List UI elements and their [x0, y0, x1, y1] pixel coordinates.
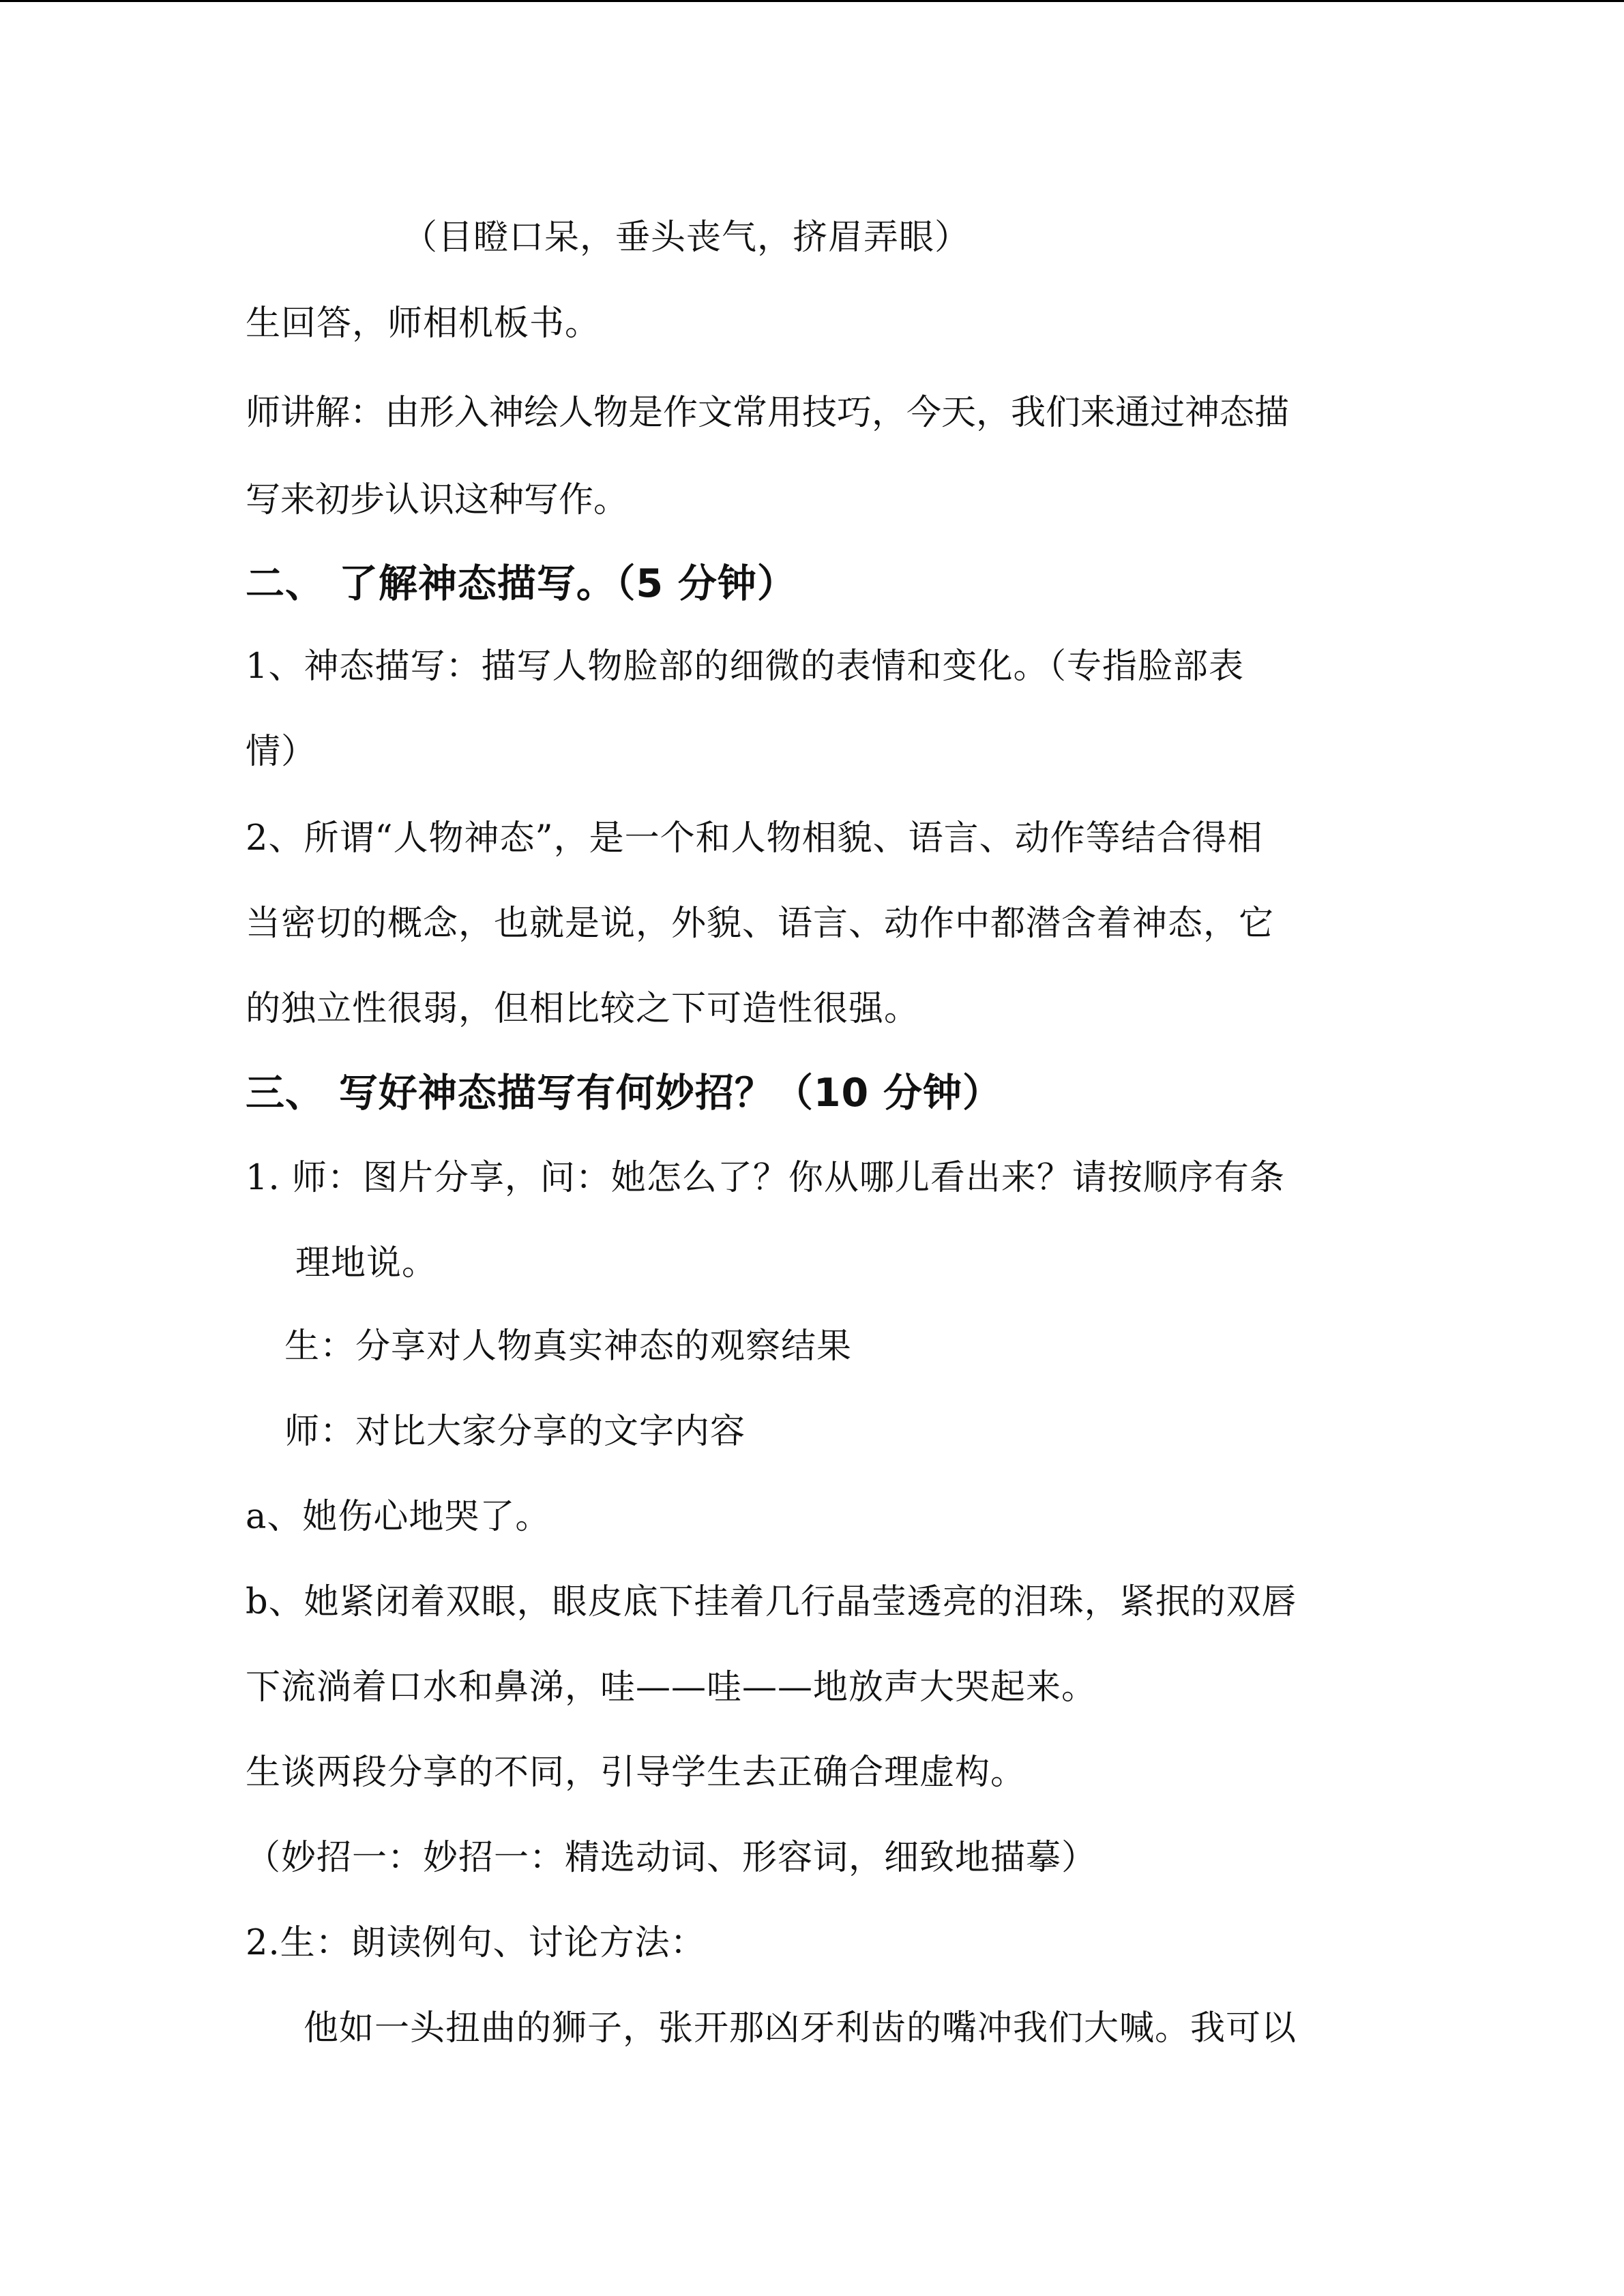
text-line-15: 师：对比大家分享的文字内容 — [284, 1412, 746, 1452]
text-line-21: 2.生：朗读例句、讨论方法： — [246, 1923, 706, 1963]
text-line-22: 他如一头扭曲的狮子，张开那凶牙利齿的嘴冲我们大喊。我可以 — [304, 2008, 1297, 2048]
text-line-19: 生谈两段分享的不同，引导学生去正确合理虚构。 — [246, 1753, 1027, 1793]
section-heading-2: 二、 了解神态描写。（5 分钟） — [246, 561, 797, 606]
text-line-8: 2、所谓“人物神态”，是一个和人物相貌、语言、动作等结合得相 — [246, 818, 1263, 859]
text-line-13: 理地说。 — [295, 1243, 438, 1283]
text-line-7: 情） — [246, 732, 317, 772]
text-line-17: b、她紧闭着双眼，眼皮底下挂着几行晶莹透亮的泪珠，紧抿的双唇 — [246, 1582, 1297, 1622]
text-line-18: 下流淌着口水和鼻涕，哇——哇——地放声大哭起来。 — [246, 1667, 1097, 1708]
text-line-3: 师讲解：由形入神绘人物是作文常用技巧，今天，我们来通过神态描 — [246, 393, 1290, 433]
text-line-4: 写来初步认识这种写作。 — [246, 480, 629, 520]
text-line-10: 的独立性很弱，但相比较之下可造性很强。 — [246, 989, 920, 1029]
section-heading-3: 三、 写好神态描写有何妙招？（10 分钟） — [246, 1071, 1003, 1116]
text-line-9: 当密切的概念，也就是说，外貌、语言、动作中都潜含着神态，它 — [246, 904, 1275, 944]
text-line-12: 1. 师：图片分享，问：她怎么了？你从哪儿看出来？请按顺序有条 — [246, 1158, 1285, 1198]
text-line-2: 生回答，师相机板书。 — [246, 303, 601, 344]
text-line-14: 生：分享对人物真实神态的观察结果 — [284, 1326, 853, 1367]
text-line-20: （妙招一：妙招一：精选动词、形容词，细致地描摹） — [246, 1838, 1097, 1878]
text-line-6: 1、神态描写：描写人物脸部的细微的表情和变化。（专指脸部表 — [246, 646, 1244, 687]
text-line-1: （目瞪口呆，垂头丧气，挤眉弄眼） — [402, 218, 971, 258]
text-line-16: a、她伤心地哭了。 — [246, 1497, 551, 1537]
